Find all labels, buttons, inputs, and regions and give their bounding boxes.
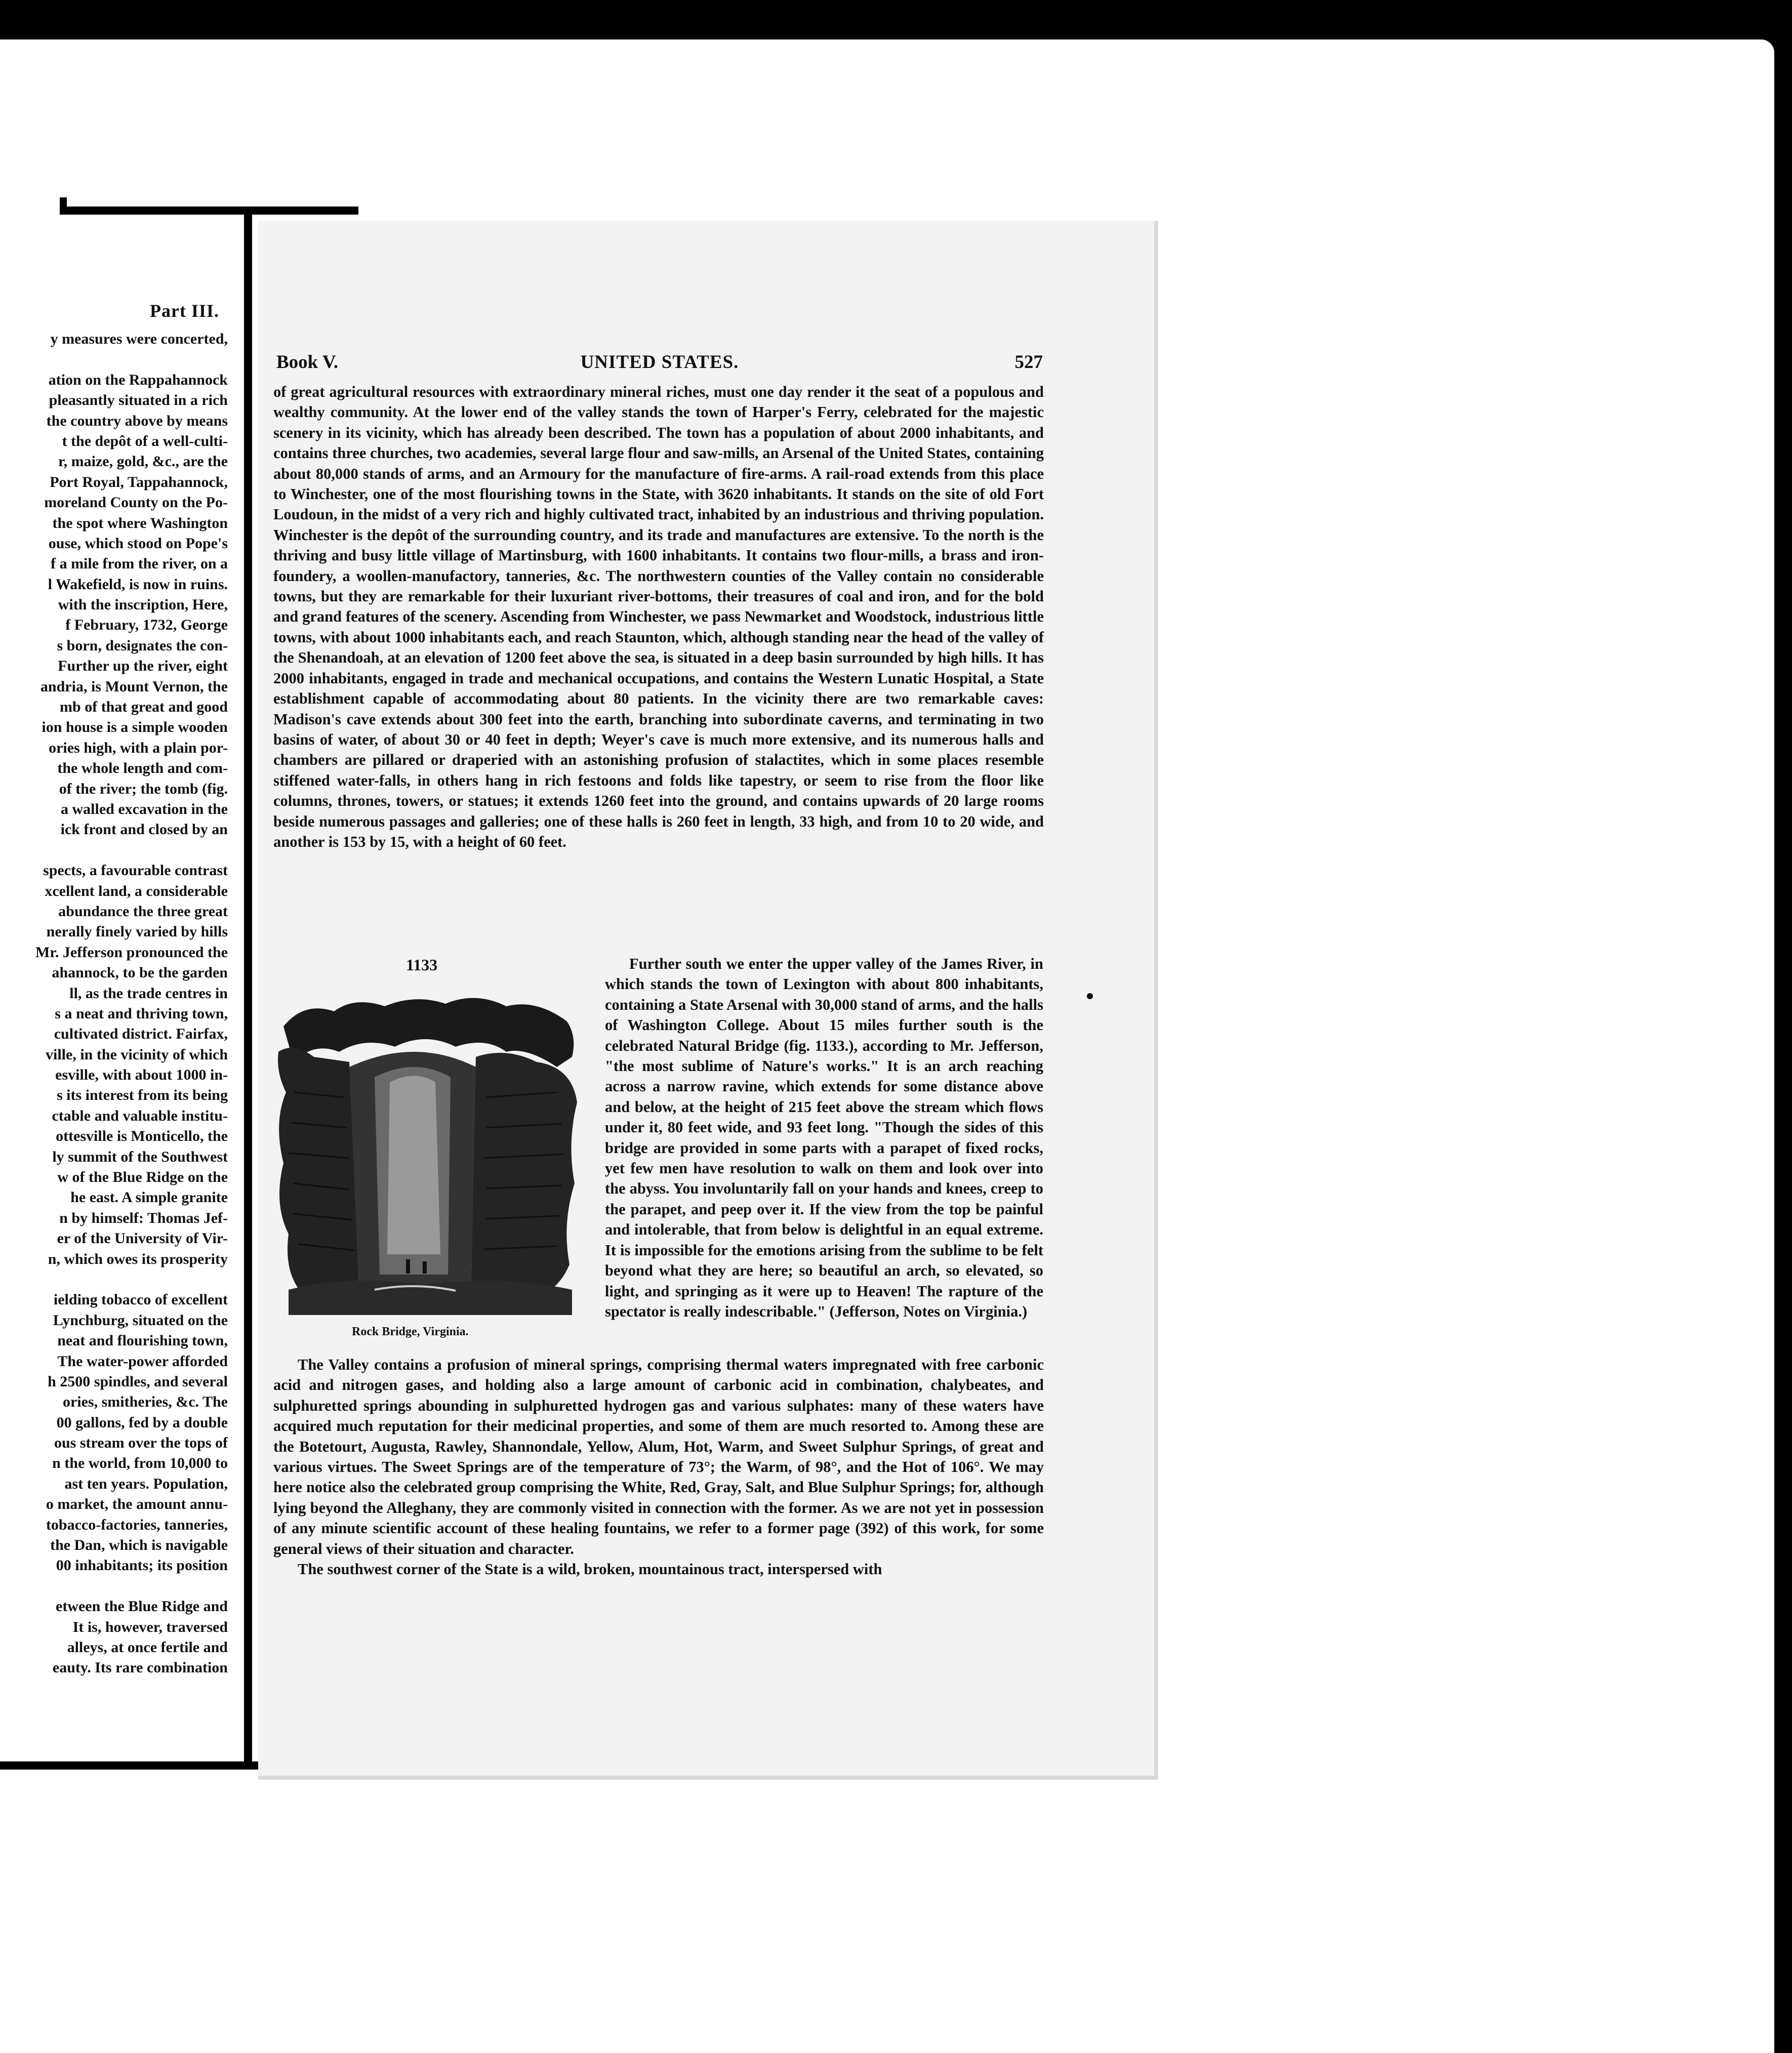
left-page-line (0, 349, 228, 369)
left-page-line: the country above by means (46, 412, 228, 429)
left-page-line (0, 1269, 228, 1290)
left-page-line: f a mile from the river, on a (51, 555, 228, 572)
left-page-line: s born, designates the con- (57, 637, 228, 654)
left-page-line: ottesville is Monticello, the (56, 1128, 228, 1145)
running-title: UNITED STATES. (580, 352, 739, 373)
left-page-line: ion house is a simple wooden (42, 719, 228, 736)
left-page-line: ll, as the trade centres in (69, 984, 228, 1002)
left-page-line: w of the Blue Ridge on the (57, 1169, 228, 1186)
paragraph: The southwest corner of the State is a wild, broken, mountainous tract, interspersed with (298, 1561, 882, 1578)
left-page-line: eauty. Its rare combination (52, 1659, 228, 1676)
left-page-line: n by himself: Thomas Jef- (59, 1209, 228, 1226)
left-page-line: of the river; the tomb (fig. (59, 780, 228, 797)
left-page-line: o market, the amount annu- (46, 1496, 228, 1513)
left-page-line: a walled excavation in the (61, 800, 228, 817)
left-page-line: neat and flourishing town, (57, 1332, 228, 1349)
left-page-line: with the inscription, Here, (58, 596, 228, 613)
left-page-line: pleasantly situated in a rich (49, 392, 228, 409)
left-page-line: n, which owes its prosperity (48, 1250, 228, 1267)
left-page-line: cultivated district. Fairfax, (54, 1025, 228, 1043)
left-page-line: h 2500 spindles, and several (48, 1373, 228, 1390)
left-page-line: er of the University of Vir- (57, 1230, 228, 1247)
left-page-line: moreland County on the Po- (44, 494, 228, 511)
left-page-line: mb of that great and good (60, 699, 228, 716)
left-page-line (0, 840, 228, 860)
left-page-line: etween the Blue Ridge and (56, 1598, 228, 1615)
left-page-line: 00 gallons, fed by a double (56, 1414, 228, 1431)
left-page-line: nerally finely varied by hills (46, 923, 228, 940)
binding-bracket-tab (60, 197, 67, 215)
page-number: 527 (1014, 352, 1043, 373)
left-page-line: y measures were concerted, (50, 331, 228, 347)
left-page-line: abundance the three great (58, 902, 228, 920)
left-page-line: alleys, at once fertile and (67, 1639, 228, 1656)
left-page-line: l Wakefield, is now in ruins. (48, 576, 228, 593)
left-page-text (0, 329, 228, 1678)
left-page-line: ly summit of the Southwest (52, 1148, 228, 1165)
left-page-line: s a neat and thriving town, (55, 1005, 228, 1022)
paragraph: of great agricultural resources with extraordinary mineral riches, must one day render it the seat of a populous and wealthy community. At the lower end of the valley stands the town of Harper's Ferry, celebrated for the majestic scenery in its vicinity, which has already been described. The town has a population of about 2000 inhabitants, and contains three churches, two academies, several large flour and saw-mills, an Arsenal of the United States, containing about 80,000 stands of arms, and an Armoury for the manufacture of fire-arms. A rail-road extends from this place to Winchester, one of the most flourishing towns in the State, with 3620 inhabitants. It stands on the site of old Fort Loudoun, in the midst of a very rich and highly cultivated tract, inhabited by an industrious and thriving population. Winchester is the depôt of the surrounding country, and its trade and manufactures are extensive. To the north is the thriving and busy little village of Martinsburg, with 1600 inhabitants. It contains two flour-mills, a brass and iron-foundery, a woollen-manufactory, tanneries, &c. The northwestern counties of the Valley contain no considerable towns, but they are remarkable for their luxuriant river-bottoms, their treasures of coal and iron, and for the bold and grand features of the scenery. Ascending from Winchester, we pass Newmarket and Woodstock, industrious little towns, with about 1000 inhabitants each, and reach Staunton, which, although standing near the head of the valley of the Shenandoah, at an elevation of 1200 feet above the sea, is situated in a deep basin surrounded by high hills. It has 2000 inhabitants, engaged in trade and mechanical occupations, and contains the Western Lunatic Hospital, a State establishment capable of accommodating about 80 patients. In the vicinity there are two remarkable caves: Madison's cave extends about 300 feet into the earth, branching into subordinate caverns, and terminating in two basins of water, of about 30 or 40 feet in depth; Weyer's cave is much more extensive, and its numerous halls and chambers are pillared or draperied with an astonishing profusion of stalactites, which in some places resemble stiffened water-falls, in others hang in rich festoons and folds like tapestry, or seem to rise from the floor like columns, thrones, towers, or statues; it extends 1260 feet into the ground, and contains upwards of 20 large rooms beside numerous passages and galleries; one of these halls is 260 feet in length, 33 high, and from 10 to 20 wide, and another is 153 by 15, with a height of 60 feet. (273, 383, 1044, 850)
left-page-line: ories, smitheries, &c. The (62, 1393, 228, 1411)
left-page-line: xcellent land, a considerable (45, 882, 228, 899)
left-page-line: esville, with about 1000 in- (55, 1066, 228, 1084)
left-page-line: n the world, from 10,000 to (52, 1455, 228, 1472)
book-number: Book V. (276, 352, 339, 373)
binding-bracket-vertical (244, 210, 252, 1769)
film-speck (1087, 993, 1093, 999)
paragraph: The Valley contains a profusion of mineral springs, comprising thermal waters impregnated with free carbonic acid and nitrogen gases, and holding also a large amount of carbonic acid in combination, chalybeates, and sulphuretted springs abounding in sulphuretted hydrogen gas and various sulphates: many of these waters have acquired much reputation for their medicinal properties, and some of them are much resorted to. Among these are the Botetourt, Augusta, Rawley, Shannondale, Yellow, Alum, Hot, Warm, and Sweet Sulphur Springs, of great and various virtues. The Sweet Springs are of the temperature of 73°; the Warm, of 98°, and the Hot of 106°. We may here notice also the celebrated group comprising the White, Red, Gray, Salt, and Blue Sulphur Springs; for, although lying beyond the Alleghany, they are commonly visited in connection with the former. As we are not yet in possession of any minute scientific account of these healing fountains, we refer to a former page (392) of this work, for some general views of their situation and character. (273, 1356, 1044, 1557)
left-page-line: ville, in the vicinity of which (46, 1046, 228, 1063)
left-page-line: ctable and valuable institu- (52, 1107, 228, 1124)
left-page-line: Mr. Jefferson pronounced the (35, 943, 228, 961)
left-page-line: 00 inhabitants; its position (56, 1557, 228, 1574)
left-page-line: ation on the Rappahannock (48, 371, 228, 388)
left-page-line: tobacco-factories, tanneries, (46, 1516, 228, 1533)
left-page-line: ick front and closed by an (60, 821, 228, 838)
paragraph: Further south we enter the upper valley of the James River, in which stands the town of Lexington with about 800 inhabitants, containing a State Arsenal with 30,000 stand of arms, and the halls of Washington College. About 15 miles further south is the celebrated Natural Bridge (fig. 1133.), according to Mr. Jefferson, "the most sublime of Nature's works." It is an arch reaching across a narrow ravine, which extends for some distance above and below, at the height of 215 feet above the stream which flows under it, 80 feet wide, and 93 feet long. "Though the sides of this bridge are provided in some parts with a parapet of fixed rocks, yet few men have resolution to walk on them and look over into the abyss. You involuntarily fall on your hands and knees, creep to the parapet, and peep over it. If the view from the top be painful and intolerable, that from below is delightful in an equal extreme. It is impossible for the emotions arising from the sublime to be felt beyond what they are here; so beautiful an arch, so elevated, so light, and springing as it were up to Heaven! The rapture of the spectator is really indescribable." (Jefferson, Notes on Virginia.) (605, 955, 1043, 1320)
left-page-strip (0, 39, 253, 2053)
left-page-line: It is, however, traversed (72, 1618, 228, 1635)
left-page-line: s its interest from its being (56, 1087, 228, 1104)
left-page-line: ories high, with a plain por- (49, 739, 228, 756)
left-page-line: spects, a favourable contrast (43, 862, 228, 879)
left-page-line (0, 1576, 228, 1596)
left-page-line: Lynchburg, situated on the (53, 1311, 228, 1329)
left-page-line: the whole length and com- (57, 760, 228, 777)
left-page-line: Port Royal, Tappahannock, (50, 473, 228, 490)
left-page-line: f February, 1732, George (65, 617, 228, 634)
left-page-line: he east. A simple granite (70, 1189, 228, 1206)
left-page-line: ielding tobacco of excellent (53, 1291, 228, 1308)
figure (273, 956, 582, 1338)
left-page-line: ous stream over the tops of (54, 1434, 228, 1452)
left-page-line: the Dan, which is navigable (50, 1537, 228, 1554)
left-page-line: the spot where Washington (52, 514, 228, 531)
left-page-header: Part III. (150, 301, 219, 321)
left-page-line: Further up the river, eight (58, 658, 228, 675)
main-text (273, 382, 1044, 852)
side-column-text (605, 954, 1043, 1322)
figure-caption: Rock Bridge, Virginia. (352, 1325, 469, 1338)
left-page-line: ouse, which stood on Pope's (48, 535, 228, 552)
lower-text (273, 1354, 1044, 1579)
left-page-line: andria, is Mount Vernon, the (40, 678, 228, 695)
microfilm-frame (0, 39, 1774, 2053)
left-page-line: The water-power afforded (57, 1352, 228, 1370)
rock-bridge-engraving (273, 991, 582, 1315)
binding-bracket-top (60, 207, 358, 215)
book-page (258, 221, 1158, 1780)
left-page-line: t the depôt of a well-culti- (62, 432, 228, 449)
left-page-line: ahannock, to be the garden (52, 964, 228, 981)
left-page-line: r, maize, gold, &c., are the (58, 453, 228, 470)
figure-number: 1133 (406, 956, 438, 974)
left-page-line: ast ten years. Population, (64, 1475, 228, 1492)
